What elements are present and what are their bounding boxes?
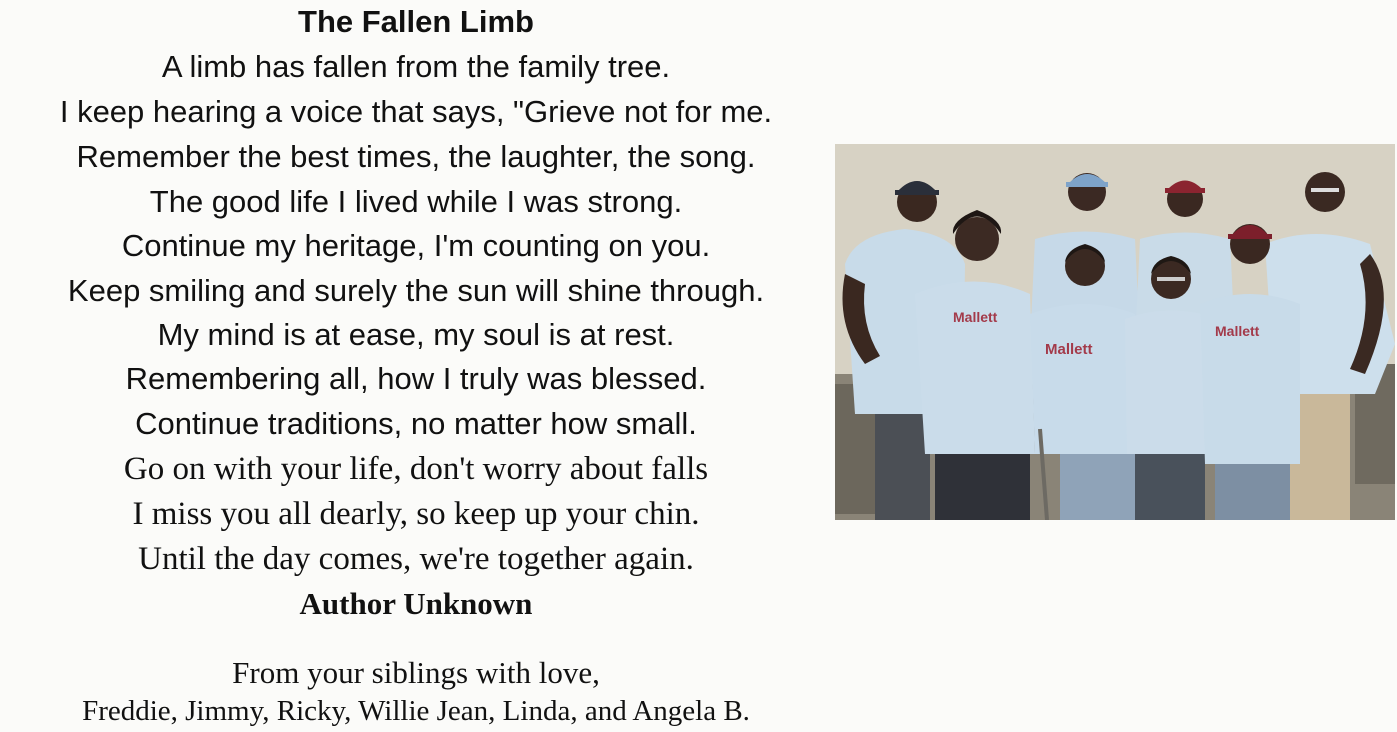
shirt-print: Mallett: [1045, 341, 1093, 358]
shirt-print: Mallett: [953, 309, 998, 325]
poem-line: Go on with your life, don't worry about falls: [123, 451, 709, 487]
poem-line: My mind is at ease, my soul is at rest.: [157, 317, 675, 352]
poem-line: The good life I lived while I was strong.: [149, 184, 683, 219]
poem-line: I miss you all dearly, so keep up your chin.: [132, 496, 700, 532]
closing-greeting: From your siblings with love,: [232, 655, 600, 690]
shirt-print: Mallett: [1215, 323, 1260, 339]
family-photo: [835, 144, 1395, 520]
poem-line: Remember the best times, the laughter, the song.: [76, 139, 756, 174]
poem-title: The Fallen Limb: [298, 4, 534, 39]
poem-line: Continue my heritage, I'm counting on you.: [121, 228, 711, 263]
poem-author: Author Unknown: [299, 586, 533, 621]
poem-line: Remembering all, how I truly was blessed.: [125, 361, 707, 396]
poem-line: Continue traditions, no matter how small.: [135, 406, 697, 441]
poem-line: I keep hearing a voice that says, "Grieve not for me.: [59, 94, 773, 129]
poem-line: A limb has fallen from the family tree.: [161, 49, 671, 84]
sibling-names: Freddie, Jimmy, Ricky, Willie Jean, Linda, and Angela B.: [82, 695, 750, 727]
poem-line: Keep smiling and surely the sun will shine through.: [67, 273, 765, 308]
poem-line: Until the day comes, we're together again.: [138, 541, 694, 577]
family-photo-illustration: [835, 144, 1395, 520]
